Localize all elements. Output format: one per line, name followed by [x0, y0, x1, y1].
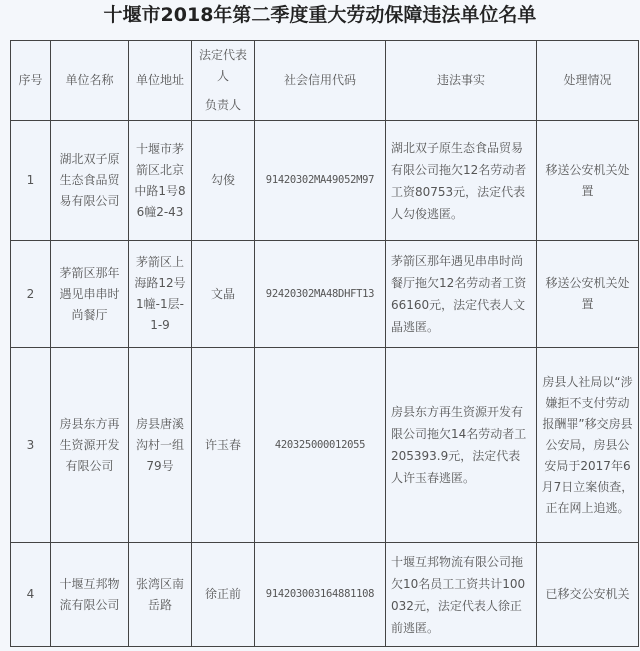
cell-handling: 房县人社局以“涉嫌拒不支付劳动报酬罪”移交房县公安局，房县公安局于2017年6月7日立案侦查，正在网上追逃。	[537, 348, 639, 543]
header-address: 单位地址	[129, 41, 192, 121]
cell-seq: 2	[11, 241, 51, 348]
table-header-row	[11, 41, 639, 121]
cell-name: 茅箭区那年遇见串串时尚餐厅	[51, 241, 129, 348]
cell-address: 张湾区南岳路	[129, 543, 192, 647]
cell-legal-rep: 文晶	[192, 241, 255, 348]
cell-credit-code: 914203003164881108	[255, 543, 386, 647]
cell-handling: 移送公安机关处置	[537, 241, 639, 348]
cell-facts: 茅箭区那年遇见串串时尚餐厅拖欠12名劳动者工资66160元，法定代表人文晶逃匿。	[386, 241, 537, 348]
cell-address: 茅箭区上海路12号1幢-1层-1-9	[129, 241, 192, 348]
header-legal-rep-line1: 法定代表人	[198, 48, 247, 83]
page-title: 十堰市2018年第二季度重大劳动保障违法单位名单	[103, 4, 537, 26]
cell-credit-code: 91420302MA49052M97	[255, 121, 386, 241]
cell-credit-code: 420325000012055	[255, 348, 386, 543]
header-handling: 处理情况	[537, 41, 639, 121]
cell-facts: 湖北双子原生态食品贸易有限公司拖欠12名劳动者工资80753元，法定代表人勾俊逃匿。	[386, 121, 537, 241]
header-name: 单位名称	[51, 41, 129, 121]
cell-address: 房县唐溪沟村一组79号	[129, 348, 192, 543]
cell-handling: 移送公安机关处置	[537, 121, 639, 241]
cell-facts: 房县东方再生资源开发有限公司拖欠14名劳动者工205393.9元，法定代表人许玉春逃匿。	[386, 348, 537, 543]
table-row	[11, 241, 639, 348]
table-row	[11, 121, 639, 241]
cell-credit-code: 92420302MA48DHFT13	[255, 241, 386, 348]
cell-handling: 已移交公安机关	[537, 543, 639, 647]
cell-legal-rep: 徐正前	[192, 543, 255, 647]
violation-table	[10, 40, 639, 647]
header-seq: 序号	[11, 41, 51, 121]
table-row	[11, 348, 639, 543]
table-row	[11, 543, 639, 647]
cell-legal-rep: 勾俊	[192, 121, 255, 241]
header-credit-code: 社会信用代码	[255, 41, 386, 121]
cell-name: 十堰互邦物流有限公司	[51, 543, 129, 647]
cell-facts: 十堰互邦物流有限公司拖欠10名员工工资共计100032元，法定代表人徐正前逃匿。	[386, 543, 537, 647]
cell-seq: 1	[11, 121, 51, 241]
cell-legal-rep: 许玉春	[192, 348, 255, 543]
header-facts: 违法事实	[386, 41, 537, 121]
cell-seq: 4	[11, 543, 51, 647]
cell-address: 十堰市茅箭区北京中路1号86幢2-43	[129, 121, 192, 241]
cell-seq: 3	[11, 348, 51, 543]
header-legal-rep-line2: 负责人	[204, 98, 241, 112]
cell-name: 湖北双子原生态食品贸易有限公司	[51, 121, 129, 241]
header-legal-rep	[192, 41, 255, 121]
cell-name: 房县东方再生资源开发有限公司	[51, 348, 129, 543]
